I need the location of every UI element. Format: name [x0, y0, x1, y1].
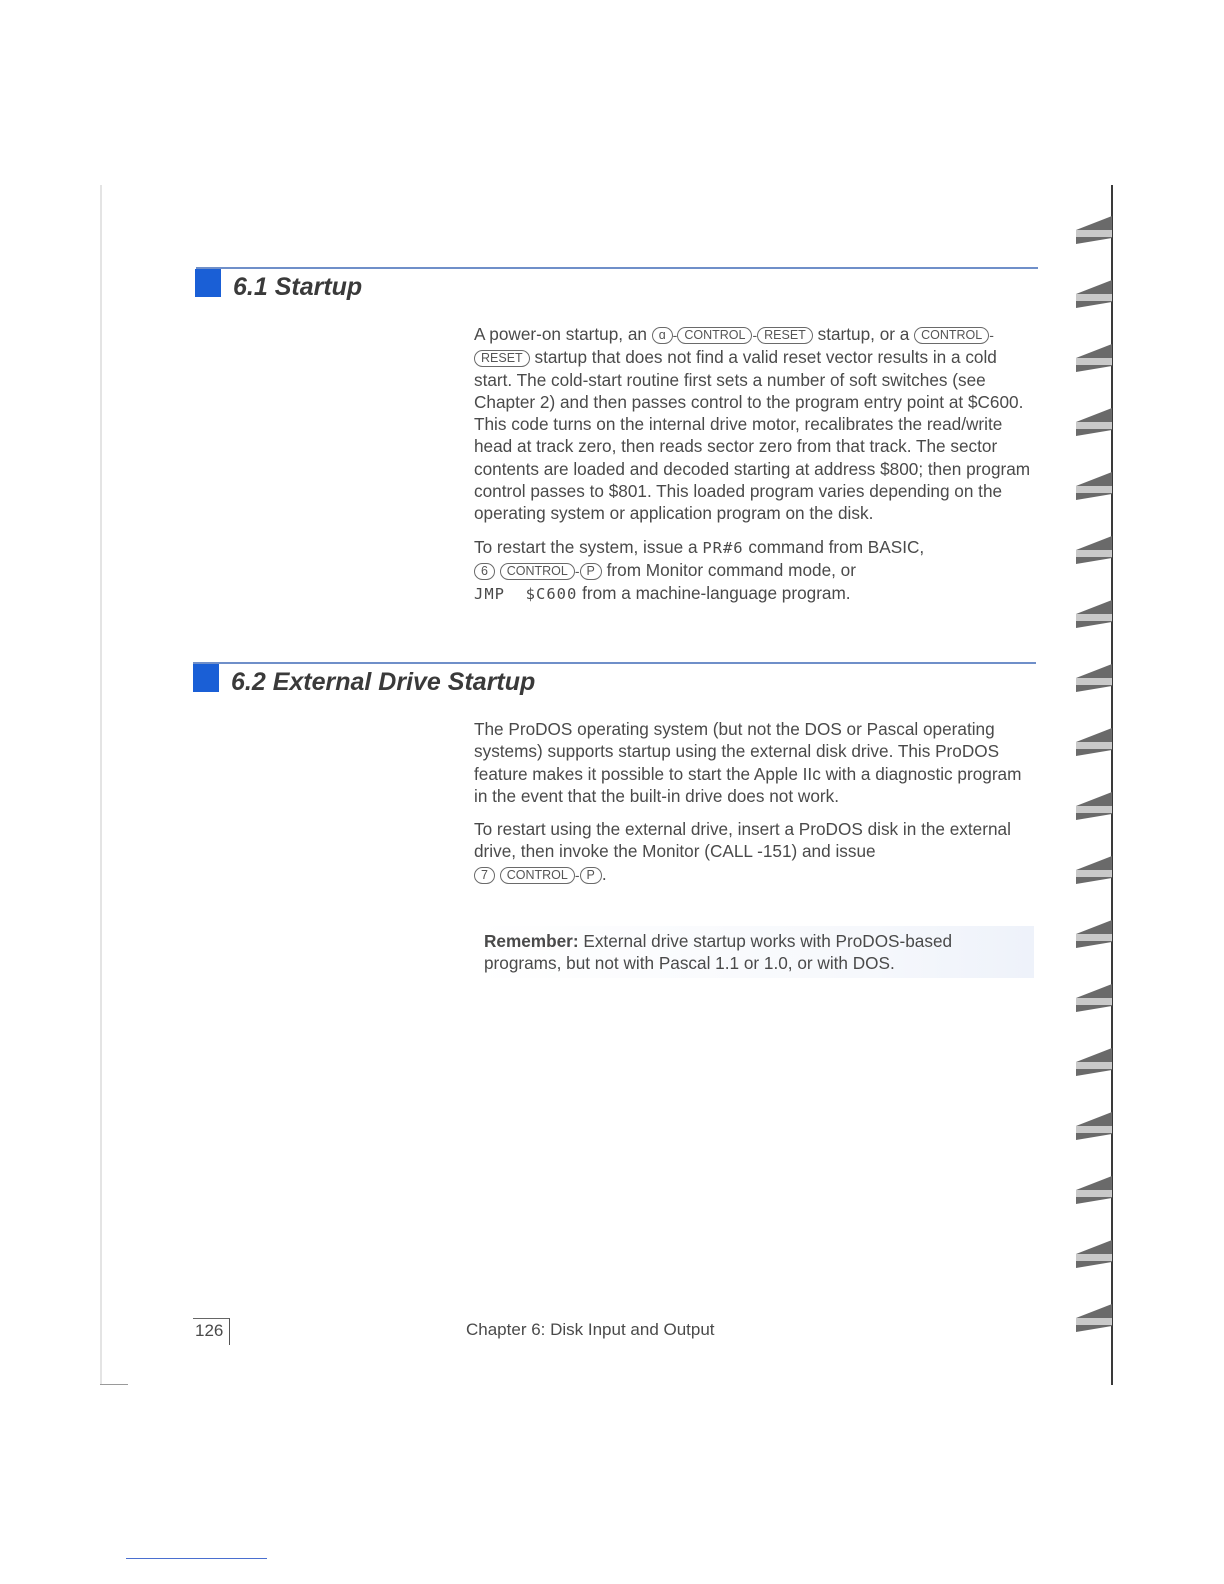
running-footer: Chapter 6: Disk Input and Output	[466, 1320, 715, 1339]
binding-ring-highlight	[1076, 422, 1112, 429]
binding-ring-highlight	[1076, 806, 1112, 813]
bottom-accent-rule	[126, 1558, 267, 1559]
control-key: CONTROL	[914, 327, 989, 344]
binding-ring-highlight	[1076, 742, 1112, 749]
apple-key: ɑ	[652, 327, 673, 344]
command-pr6: PR#6	[702, 538, 744, 557]
binding-ring-highlight	[1076, 550, 1112, 557]
binding-ring-highlight	[1076, 358, 1112, 365]
callout-label: Remember:	[484, 931, 579, 951]
paragraph-restart-system: To restart the system, issue a PR#6 command from BASIC, 6 CONTROL - P from Monitor command mode, or JMP $C600 from a machine-language program.	[474, 536, 925, 604]
paragraph-prodos-support: The ProDOS operating system (but not the DOS or Pascal operating systems) supports startup using the external disk drive. This ProDOS feature makes it possible to start the Apple IIc with a diagnostic program in the event that the built-in drive does not work.	[474, 719, 1022, 806]
p-key: P	[580, 563, 602, 580]
paragraph-cold-start: A power-on startup, an ɑ - CONTROL - RESET startup, or a CONTROL -RESET startup that does not find a valid reset vector results in a cold start. The cold-start routine first sets a number of soft switches (see Chapter 2) and then passes control to the program entry point at $C600. This code turns on the internal drive motor, recalibrates the read/write head at track zero, then reads sector zero from that track. The sector contents are loaded and decoded starting at address $800; then program control passes to $801. This loaded program varies depending on the operating system or application program on the disk.	[474, 324, 1031, 524]
paragraph-text: .	[601, 863, 607, 884]
control-key: CONTROL	[677, 327, 752, 344]
binding-ring-highlight	[1076, 1126, 1112, 1133]
paragraph-restart-external: To restart using the external drive, insert a ProDOS disk in the external drive, then invoke the Monitor (CALL -151) and issue 7 CONTROL - P .	[474, 819, 1011, 884]
binding-ring-highlight	[1076, 486, 1112, 493]
paragraph-text: command from BASIC,	[748, 536, 925, 557]
reset-key: RESET	[757, 327, 813, 344]
binding-ring-highlight	[1076, 934, 1112, 941]
section-rule-startup	[196, 267, 1038, 269]
paragraph-text: A power-on startup, an	[474, 324, 647, 344]
paragraph-text: To restart using the external drive, insert a ProDOS disk in the external drive, then invoke the Monitor (CALL -151) and issue	[474, 819, 1011, 862]
section-title-startup: 6.1 Startup	[233, 273, 363, 301]
page-number: 126	[193, 1318, 230, 1345]
reset-key: RESET	[474, 350, 530, 367]
digit-key: 6	[474, 563, 495, 580]
page-corner-mark	[100, 1384, 128, 1385]
remember-callout	[474, 926, 1034, 978]
binding-ring-highlight	[1076, 614, 1112, 621]
paragraph-text: startup that does not find a valid reset vector results in a cold start. The cold-start routine first sets a number of soft switches (see Chapter 2) and then passes control to the program entry point at $C600. This code turns on the internal drive motor, recalibrates the read/write head at track zero, then reads sector zero from that track. The sector contents are loaded and decoded starting at address $800; then program control passes to $801. This loaded program varies depending on the operating system or application program on the disk.	[474, 347, 1031, 524]
binding-ring-highlight	[1076, 1254, 1112, 1261]
p-key: P	[580, 867, 602, 884]
binding-ring-highlight	[1076, 294, 1112, 301]
section-marker-square	[195, 269, 221, 297]
paragraph-text: startup, or a	[817, 324, 910, 344]
command-jmp: JMP $C600	[474, 585, 578, 604]
control-key: CONTROL	[500, 563, 575, 580]
callout-text	[484, 930, 1032, 975]
binding-ring-highlight	[1076, 870, 1112, 877]
section-title-external-drive: 6.2 External Drive Startup	[231, 668, 536, 696]
spiral-binding	[1062, 185, 1122, 1385]
binding-ring-highlight	[1076, 1190, 1112, 1197]
paragraph-text: from a machine-language program.	[582, 583, 851, 604]
paragraph-text: To restart the system, issue a	[474, 536, 698, 557]
binding-ring-highlight	[1076, 1062, 1112, 1069]
digit-key: 7	[474, 867, 495, 884]
binding-ring-highlight	[1076, 1318, 1112, 1325]
binding-ring-highlight	[1076, 230, 1112, 237]
section-body-startup	[474, 323, 1036, 606]
control-key: CONTROL	[500, 867, 575, 884]
page-left-edge	[100, 185, 102, 1385]
binding-ring-highlight	[1076, 678, 1112, 685]
section-marker-square	[193, 664, 219, 692]
paragraph-text: from Monitor command mode, or	[606, 559, 856, 580]
section-rule-external-drive	[193, 662, 1036, 664]
section-body-external-drive	[474, 718, 1036, 886]
callout-body: External drive startup works with ProDOS-based programs, but not with Pascal 1.1 or 1.0, or with DOS.	[484, 931, 953, 974]
binding-ring-highlight	[1076, 998, 1112, 1005]
